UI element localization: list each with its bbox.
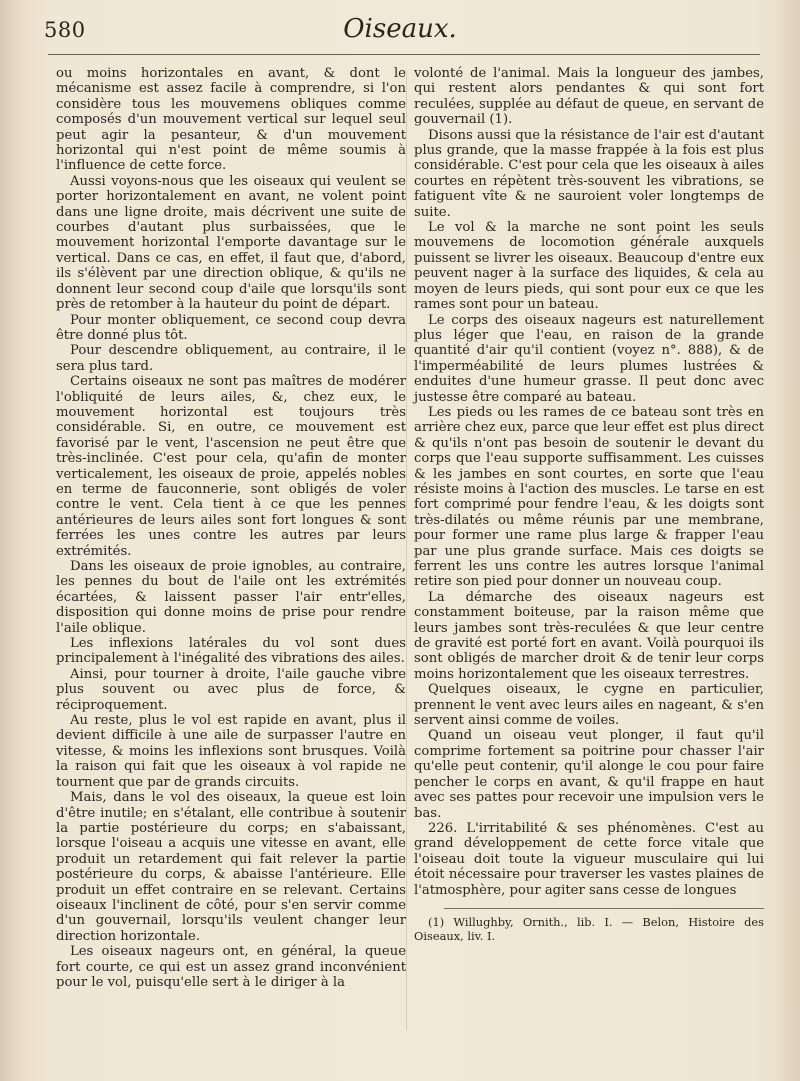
page-header: [44, 8, 756, 48]
header-rule: [48, 54, 760, 55]
footnote-rule: [444, 908, 764, 909]
section-paragraph: 226. L'irritabilité & ses phénomènes. C'est au grand développement de cette force vitale que l'oiseau doit toute la vigueur musculaire qui lui étoit nécessaire pour traverser les vastes plaines de l'atmosphère, pour agiter sans cesse de longues: [414, 820, 764, 898]
paragraph: Quand un oiseau veut plonger, il faut qu'il comprime fortement sa poitrine pour chasser l'air qu'elle peut contenir, qu'il alonge le cou pour faire pencher le corps en avant, & qu'il frappe en haut avec ses pattes pour recevoir une impulsion vers le bas.: [414, 728, 764, 821]
column-gutter: [406, 70, 407, 1030]
paragraph: Certains oiseaux ne sont pas maîtres de modérer l'obliquité de leurs ailes, &, chez eux, le mouvement horizontal est toujours très considérable. Si, en outre, ce mouvement est favorisé par le vent, l'ascension ne peut être que très-inclinée. C'est pour cela, qu'afin de monter verticalement, les oiseaux de proie, appelés nobles en terme de fauconnerie, sont obligés de voler contre le vent. Cela tient à ce que les pennes antérieures de leurs ailes sont fort longues & sont ferrées les unes contre les autres par leurs extrémités.: [56, 374, 406, 559]
running-title: Oiseaux.: [343, 14, 457, 44]
paragraph: ou moins horizontales en avant, & dont le mécanisme est assez facile à comprendre, si l'on considère tous les mouvemens obliques comme composés d'un mouvement vertical sur lequel seul peut agir la pesanteur, & d'un mouvement horizontal qui n'est point de même soumis à l'influence de cette force.: [56, 66, 406, 174]
paragraph: Les oiseaux nageurs ont, en général, la queue fort courte, ce qui est un assez grand inconvénient pour le vol, puisqu'elle sert à le diriger à la: [56, 944, 406, 990]
paragraph: Disons aussi que la résistance de l'air est d'autant plus grande, que la masse frappée à la fois est plus considérable. C'est pour cela que les oiseaux à ailes courtes en répètent très-souvent les vibrations, se fatiguent vîte & ne sauroient voler longtemps de suite.: [414, 127, 764, 220]
left-column: [56, 66, 406, 990]
page-edge-shadow-left: [0, 0, 24, 1081]
paragraph: Quelques oiseaux, le cygne en particulier, prennent le vent avec leurs ailes en nageant, & s'en servent ainsi comme de voiles.: [414, 682, 764, 729]
paragraph: La démarche des oiseaux nageurs est constamment boiteuse, par la raison même que leurs jambes sont très-reculées & que leur centre de gravité est porté fort en avant. Voilà pourquoi ils sont obligés de marcher droit & de tenir leur corps moins horizontalement que les oiseaux terrestres.: [414, 589, 764, 682]
paragraph: Mais, dans le vol des oiseaux, la queue est loin d'être inutile; en s'étalant, elle contribue à soutenir la partie postérieure du corps; en s'abaissant, lorsque l'oiseau a acquis une vitesse en avant, elle produit un retardement qui fait relever la partie postérieure du corps, & abaisse l'antérieure. Elle produit un effet contraire en se relevant. Certains oiseaux l'inclinent de côté, pour s'en servir comme d'un gouvernail, lorsqu'ils veulent changer leur direction horizontale.: [56, 790, 406, 944]
paragraph: Le corps des oiseaux nageurs est naturellement plus léger que l'eau, en raison de la grande quantité d'air qu'il contient (voyez n°. 888), & de l'imperméabilité de leurs plumes lustrées & enduites d'une humeur grasse. Il peut donc avec justesse être comparé au bateau.: [414, 312, 764, 405]
paragraph: volonté de l'animal. Mais la longueur des jambes, qui restent alors pendantes & qui sont fort reculées, supplée au défaut de queue, en servant de gouvernail (1).: [414, 66, 764, 128]
paragraph: Les pieds ou les rames de ce bateau sont très en arrière chez eux, parce que leur effet est plus direct & qu'ils n'ont pas besoin de soutenir le devant du corps que l'eau supporte suffisamment. Les cuisses & les jambes en sont courtes, en sorte que l'eau résiste moins à l'action des muscles. Le tarse en est fort comprimé pour fendre l'eau, & les doigts sont très-dilatés ou même réunis par une membrane, pour former une rame plus large & frapper l'eau par une plus grande surface. Mais ces doigts se ferrent les uns contre les autres lorsque l'animal retire son pied pour donner un nouveau coup.: [414, 404, 764, 590]
paragraph: Aussi voyons-nous que les oiseaux qui veulent se porter horizontalement en avant, ne volent point dans une ligne droite, mais décrivent une suite de courbes d'autant plus surbaissées, que le mouvement horizontal l'emporte davantage sur le vertical. Dans ce cas, en effet, il faut que, d'abord, ils s'élèvent par une direction oblique, & qu'ils ne donnent leur second coup d'aile que lorsqu'ils sont près de retomber à la hauteur du point de départ.: [56, 173, 406, 313]
paragraph: Les inflexions latérales du vol sont dues principalement à l'inégalité des vibrations des ailes.: [56, 636, 406, 667]
paragraph: Pour descendre obliquement, au contraire, il le sera plus tard.: [56, 343, 406, 374]
paragraph: Le vol & la marche ne sont point les seuls mouvemens de locomotion générale auxquels puissent se livrer les oiseaux. Beaucoup d'entre eux peuvent nager à la surface des liquides, & cela au moyen de leurs pieds, qui sont pour eux ce que les rames sont pour un bateau.: [414, 220, 764, 313]
right-column: [414, 66, 764, 943]
page-number: 580: [44, 18, 86, 42]
paragraph: Au reste, plus le vol est rapide en avant, plus il devient difficile à une aile de surpasser l'autre en vitesse, & moins les inflexions sont brusques. Voilà la raison qui fait que les oiseaux à vol rapide ne tournent que par de grands circuits.: [56, 713, 406, 790]
paragraph: Pour monter obliquement, ce second coup devra être donné plus tôt.: [56, 312, 406, 343]
footnote: (1) Willughby, Ornith., lib. I. — Belon, Histoire des Oiseaux, liv. I.: [414, 914, 764, 943]
paragraph: Dans les oiseaux de proie ignobles, au contraire, les pennes du bout de l'aile ont les extrémités écartées, & laissent passer l'air entr'elles, disposition qui donne moins de prise pour rendre l'aile oblique.: [56, 559, 406, 636]
paragraph: Ainsi, pour tourner à droite, l'aile gauche vibre plus souvent ou avec plus de force, & réciproquement.: [56, 666, 406, 713]
page-edge-shadow-right: [776, 0, 800, 1081]
